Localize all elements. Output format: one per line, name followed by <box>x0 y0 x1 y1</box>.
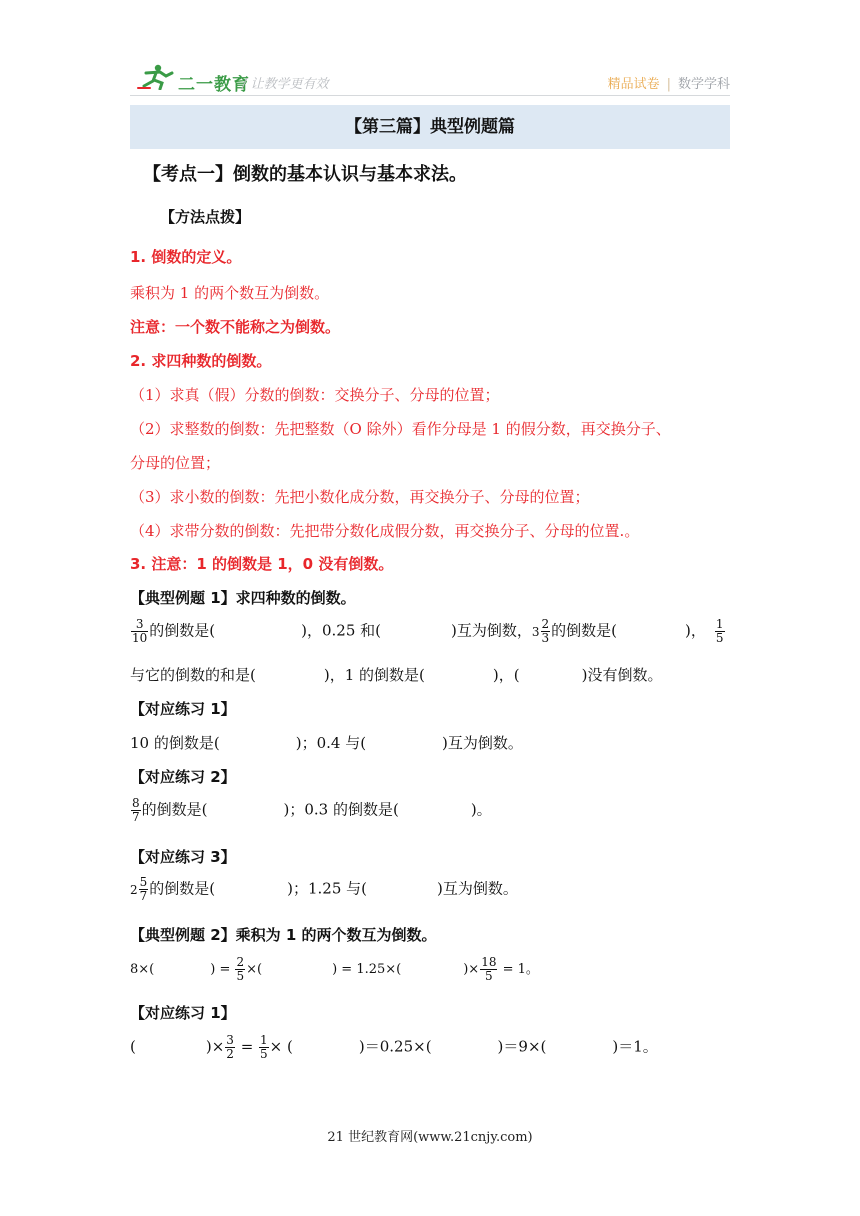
header-divider <box>130 95 730 96</box>
example1-title: 【典型例题 1】求四种数的倒数。 <box>130 589 356 607</box>
runner-logo-icon <box>136 64 176 90</box>
practice1-line: 10 的倒数是( )；0.4 与( )互为倒数。 <box>130 734 523 752</box>
page-footer: 21 世纪教育网(www.21cnjy.com) <box>327 1130 533 1145</box>
header-label-exam: 精品试卷 <box>607 77 660 92</box>
method-heading: 【方法点拨】 <box>160 208 251 226</box>
fraction: $\frac{1}{5}$ <box>715 617 724 645</box>
method-p1-title: 1. 倒数的定义。 <box>130 248 242 266</box>
practice4-title: 【对应练习 1】 <box>130 1004 236 1022</box>
method-p2-item3: （3）求小数的倒数：先把小数化成分数，再交换分子、分母的位置； <box>130 488 590 506</box>
method-p2-item2: （2）求整数的倒数：先把整数（O 除外）看作分母是 1 的假分数，再交换分子、 <box>130 420 671 438</box>
title-band <box>130 105 730 149</box>
mixed-number: 2 $\frac{5}{7}$ <box>130 875 148 903</box>
method-p2-item4: （4）求带分数的倒数：先把带分数化成假分数，再交换分子、分母的位置.。 <box>130 522 640 540</box>
method-p2-item1: （1）求真（假）分数的倒数：交换分子、分母的位置； <box>130 386 500 404</box>
example2-title: 【典型例题 2】乘积为 1 的两个数互为倒数。 <box>130 926 437 944</box>
practice2-title: 【对应练习 2】 <box>130 768 236 786</box>
method-p2-item2-cont: 分母的位置； <box>130 454 221 472</box>
example1-line1: $\frac{3}{10}$ 的倒数是( )，0.25 和( )互为倒数，3 $\frac{2}{3}$ 的倒数是( )， $\frac{1}{5}$ <box>132 617 724 645</box>
practice1-title: 【对应练习 1】 <box>130 700 236 718</box>
slogan: / 让教学更有效 <box>242 77 329 92</box>
practice3-line: 2 $\frac{5}{7}$ 的倒数是( )；1.25 与( )互为倒数。 <box>130 875 518 903</box>
example2-line: 8×( ) = $\frac{2}{5}$ ×( ) = 1.25×( )× $\frac{18}{5}$ = 1。 <box>130 955 539 983</box>
page-header <box>0 0 860 110</box>
practice2-line: $\frac{8}{7}$ 的倒数是( )；0.3 的倒数是( )。 <box>132 796 492 824</box>
method-p1-note: 注意：一个数不能称之为倒数。 <box>130 318 341 336</box>
method-p3: 3. 注意：1 的倒数是 1，0 没有倒数。 <box>130 555 394 573</box>
page-title: 【第三篇】典型例题篇 <box>345 117 515 137</box>
section-heading: 【考点一】倒数的基本认识与基本求法。 <box>143 164 467 185</box>
fraction: $\frac{3}{10}$ <box>132 617 148 645</box>
fraction: $\frac{1}{5}$ <box>260 1033 268 1061</box>
fraction: $\frac{18}{5}$ <box>481 955 497 983</box>
fraction: $\frac{8}{7}$ <box>132 796 140 824</box>
mixed-number: 3 $\frac{2}{3}$ <box>531 617 550 645</box>
practice3-title: 【对应练习 3】 <box>130 848 236 866</box>
method-p2-title: 2. 求四种数的倒数。 <box>130 352 272 370</box>
method-p1-text: 乘积为 1 的两个数互为倒数。 <box>130 284 330 302</box>
example1-line2: 与它的倒数的和是( )，1 的倒数是( )，( )没有倒数。 <box>130 666 663 684</box>
fraction: $\frac{2}{5}$ <box>236 955 245 983</box>
fraction: $\frac{3}{2}$ <box>226 1033 234 1061</box>
logo-text: 二一教育 <box>178 75 250 95</box>
header-label-subject: 数学学科 <box>677 77 730 92</box>
header-separator: | <box>666 77 671 92</box>
practice4-line: ( )× $\frac{3}{2}$ = $\frac{1}{5}$ × ( )＝0.25×( )＝9×( )＝1。 <box>130 1033 658 1061</box>
header-right <box>608 73 730 92</box>
